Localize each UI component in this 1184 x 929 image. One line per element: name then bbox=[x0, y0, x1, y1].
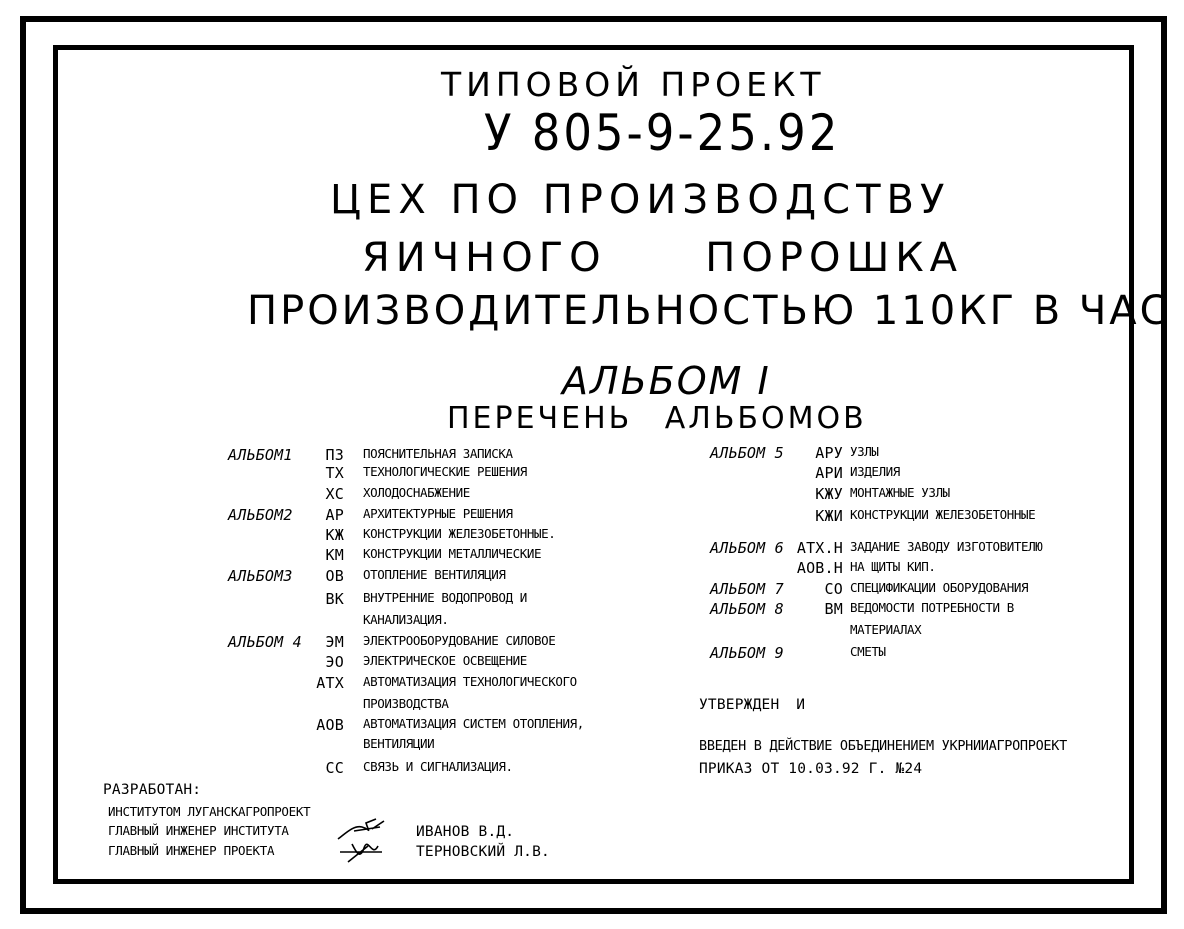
album-label: АЛЬБОМ 6 bbox=[710, 539, 784, 557]
section-code: ХС bbox=[325, 485, 344, 503]
title-line-3: ПРОИЗВОДИТЕЛЬНОСТЬЮ 110КГ В ЧАС bbox=[247, 288, 1171, 334]
section-code: ВК bbox=[325, 590, 344, 608]
section-description: ЗАДАНИЕ ЗАВОДУ ИЗГОТОВИТЕЛЮ bbox=[850, 539, 1043, 554]
section-description: АВТОМАТИЗАЦИЯ ТЕХНОЛОГИЧЕСКОГО bbox=[363, 674, 577, 689]
album-label: АЛЬБОМ 4 bbox=[228, 633, 302, 651]
album-label: АЛЬБОМ1 bbox=[228, 446, 293, 464]
section-description: КОНСТРУКЦИИ МЕТАЛЛИЧЕСКИЕ bbox=[363, 546, 542, 561]
section-description: СМЕТЫ bbox=[850, 644, 886, 659]
section-description: МАТЕРИАЛАХ bbox=[850, 622, 922, 637]
section-code: ПЗ bbox=[325, 446, 344, 464]
title-line-1: ЦЕХ ПО ПРОИЗВОДСТВУ bbox=[330, 177, 951, 223]
section-code: АР bbox=[325, 506, 344, 524]
section-code: КМ bbox=[325, 546, 344, 564]
album-label: АЛЬБОМ 9 bbox=[710, 644, 784, 662]
section-description: ТЕХНОЛОГИЧЕСКИЕ РЕШЕНИЯ bbox=[363, 464, 527, 479]
section-code: ЭМ bbox=[325, 633, 344, 651]
section-description: УЗЛЫ bbox=[850, 444, 879, 459]
signature-1 bbox=[336, 815, 386, 843]
section-description: ПРОИЗВОДСТВА bbox=[363, 696, 449, 711]
section-description: ЭЛЕКТРООБОРУДОВАНИЕ СИЛОВОЕ bbox=[363, 633, 556, 648]
section-description: КАНАЛИЗАЦИЯ. bbox=[363, 612, 449, 627]
section-description: ВЕДОМОСТИ ПОТРЕБНОСТИ В bbox=[850, 600, 1014, 615]
section-description: ОТОПЛЕНИЕ ВЕНТИЛЯЦИЯ bbox=[363, 567, 506, 582]
section-code: ВМ bbox=[824, 600, 843, 618]
section-description: ПОЯСНИТЕЛЬНАЯ ЗАПИСКА bbox=[363, 446, 513, 461]
section-description: ВЕНТИЛЯЦИИ bbox=[363, 736, 435, 751]
section-code: КЖУ bbox=[815, 485, 843, 503]
section-description: АВТОМАТИЗАЦИЯ СИСТЕМ ОТОПЛЕНИЯ, bbox=[363, 716, 584, 731]
chief-engineer-institute-name: ИВАНОВ В.Д. bbox=[416, 824, 515, 840]
developer-institute: ИНСТИТУТОМ ЛУГАНСКАГРОПРОЕКТ bbox=[108, 804, 311, 819]
section-code: ОВ bbox=[325, 567, 344, 585]
album-title: АЛЬБОМ I bbox=[562, 359, 771, 403]
section-description: ИЗДЕЛИЯ bbox=[850, 464, 900, 479]
section-code: СО bbox=[824, 580, 843, 598]
section-code: ЭО bbox=[325, 653, 344, 671]
section-code: КЖИ bbox=[815, 507, 843, 525]
album-label: АЛЬБОМ 8 bbox=[710, 600, 784, 618]
project-code: У 805-9-25.92 bbox=[484, 104, 841, 162]
album-label: АЛЬБОМ3 bbox=[228, 567, 293, 585]
section-code: АТХ bbox=[316, 674, 344, 692]
inner-frame bbox=[53, 45, 1134, 884]
album-label: АЛЬБОМ2 bbox=[228, 506, 293, 524]
developer-heading: РАЗРАБОТАН: bbox=[103, 782, 202, 798]
title-line-2: ЯИЧНОГО ПОРОШКА bbox=[362, 235, 963, 281]
album-label: АЛЬБОМ 7 bbox=[710, 580, 784, 598]
section-code: КЖ bbox=[325, 526, 344, 544]
section-code: АОВ bbox=[316, 716, 344, 734]
section-description: МОНТАЖНЫЕ УЗЛЫ bbox=[850, 485, 950, 500]
section-description: ЭЛЕКТРИЧЕСКОЕ ОСВЕЩЕНИЕ bbox=[363, 653, 527, 668]
approval-line-2: ВВЕДЕН В ДЕЙСТВИЕ ОБЪЕДИНЕНИЕМ УКРНИИАГРОПРОЕКТ bbox=[699, 738, 1067, 754]
album-list-heading: ПЕРЕЧЕНЬ АЛЬБОМОВ bbox=[447, 401, 867, 436]
approval-line-1: УТВЕРЖДЕН И bbox=[699, 697, 806, 713]
section-code: СС bbox=[325, 759, 344, 777]
section-code: ТХ bbox=[325, 464, 344, 482]
chief-engineer-project-label: ГЛАВНЫЙ ИНЖЕНЕР ПРОЕКТА bbox=[108, 843, 275, 858]
album-label: АЛЬБОМ 5 bbox=[710, 444, 784, 462]
section-description: НА ЩИТЫ КИП. bbox=[850, 559, 936, 574]
section-description: ВНУТРЕННИЕ ВОДОПРОВОД И bbox=[363, 590, 527, 605]
section-code: АРИ bbox=[815, 464, 843, 482]
doc-type-heading: ТИПОВОЙ ПРОЕКТ bbox=[441, 65, 826, 104]
section-code: АРУ bbox=[815, 444, 843, 462]
chief-engineer-institute-label: ГЛАВНЫЙ ИНЖЕНЕР ИНСТИТУТА bbox=[108, 823, 289, 838]
section-description: СПЕЦИФИКАЦИИ ОБОРУДОВАНИЯ bbox=[850, 580, 1029, 595]
section-code: АОВ.Н bbox=[796, 559, 843, 577]
signature-2 bbox=[338, 840, 386, 866]
section-description: СВЯЗЬ И СИГНАЛИЗАЦИЯ. bbox=[363, 759, 513, 774]
chief-engineer-project-name: ТЕРНОВСКИЙ Л.В. bbox=[416, 844, 550, 860]
section-description: КОНСТРУКЦИИ ЖЕЛЕЗОБЕТОННЫЕ bbox=[850, 507, 1036, 522]
section-description: АРХИТЕКТУРНЫЕ РЕШЕНИЯ bbox=[363, 506, 513, 521]
section-description: ХОЛОДОСНАБЖЕНИЕ bbox=[363, 485, 470, 500]
section-description: КОНСТРУКЦИИ ЖЕЛЕЗОБЕТОННЫЕ. bbox=[363, 526, 556, 541]
section-code: АТХ.Н bbox=[796, 539, 843, 557]
approval-line-3: ПРИКАЗ ОТ 10.03.92 Г. №24 bbox=[699, 761, 923, 777]
